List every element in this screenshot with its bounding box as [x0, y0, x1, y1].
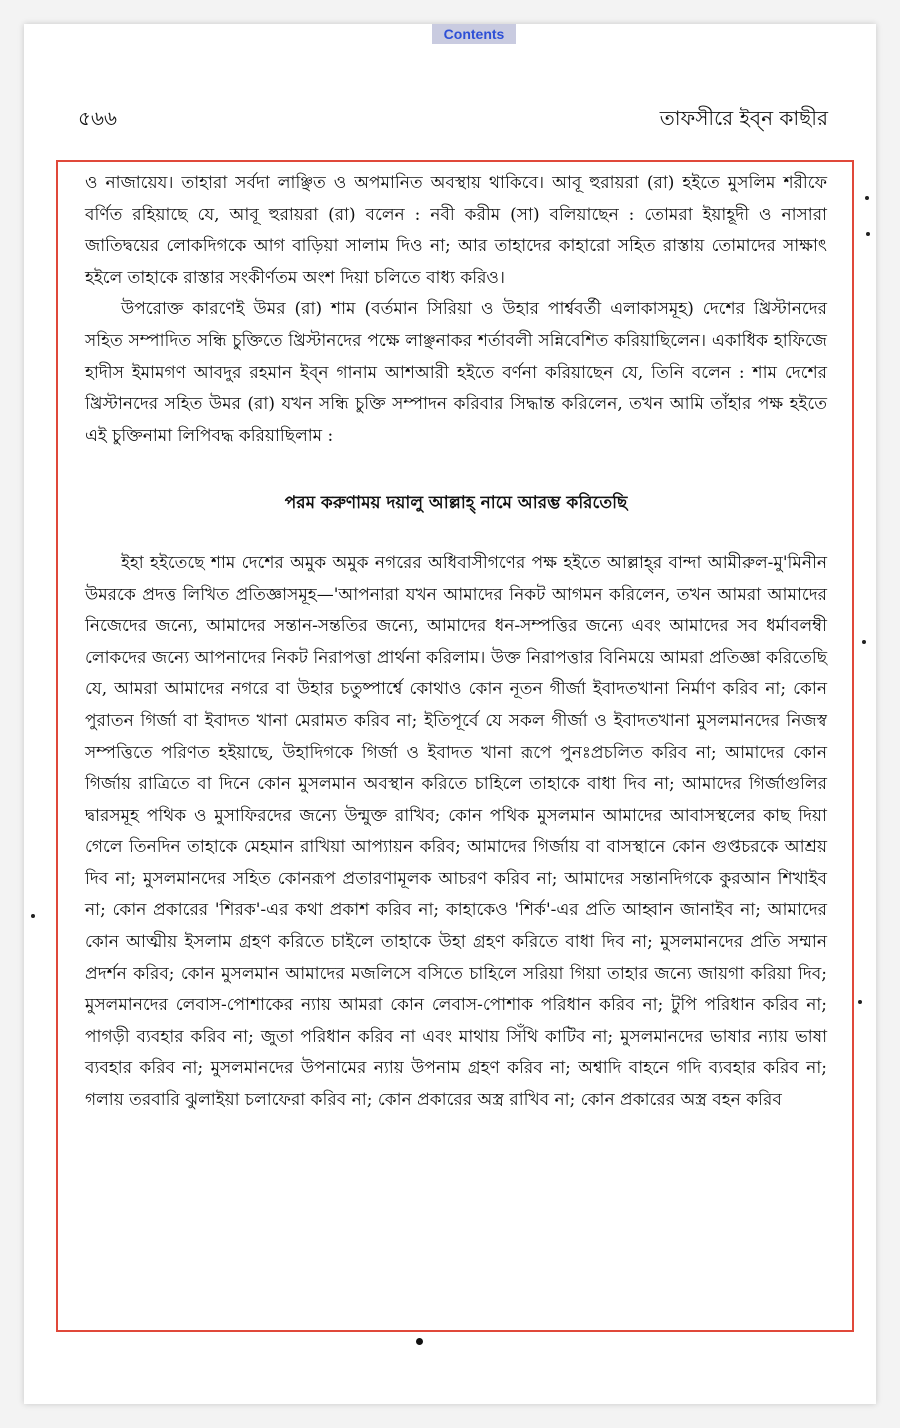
contents-button[interactable]: Contents — [432, 24, 516, 44]
scan-speck — [858, 1000, 862, 1004]
scan-speck — [866, 232, 870, 236]
scan-speck — [862, 640, 866, 644]
scan-speck — [31, 914, 35, 918]
paragraph-3: ইহা হইতেছে শাম দেশের অমুক অমুক নগরের অধিবাসীগণের পক্ষ হইতে আল্লাহ্‌র বান্দা আমীরুল-মু'মিনীন উমরকে প্রদত্ত লিখিত প্রতিজ্ঞাসমূহ—'আপনারা যখন আমাদের নিকট আগমন করিলেন, তখন আমরা আমাদের নিজেদের জন্যে, আমাদের সন্তান-সন্ততির জন্যে, আমাদের ধন-সম্পত্তির জন্যে এবং আমাদের সব ধর্মাবলম্বী লোকদের জন্যে আপনাদের নিকট নিরাপত্তা প্রার্থনা করিলাম। উক্ত নিরাপত্তার বিনিময়ে আমরা প্রতিজ্ঞা করিতেছি যে, আমরা আমাদের নগরে বা উহার চতুষ্পার্শ্বে কোথাও কোন নূতন গীর্জা ইবাদতখানা নির্মাণ করিব না; কোন পুরাতন গির্জা বা ইবাদত খানা মেরামত করিব না; ইতিপূর্বে যে সকল গীর্জা ও ইবাদতখানা মুসলমানদের নিজস্ব সম্পত্তিতে পরিণত হইয়াছে, উহাদিগকে গির্জা ও ইবাদত খানা রূপে পুনঃপ্রচলিত করিব না; আমাদের কোন গির্জায় রাত্রিতে বা দিনে কোন মুসলমান অবস্থান করিতে চাহিলে তাহাকে বাধা দিব না; আমাদের গির্জাগুলির দ্বারসমূহ পথিক ও মুসাফিরদের জন্যে উন্মুক্ত রাখিব; কোন পথিক মুসলমান আমাদের আবাসস্থলের কাছ দিয়া গেলে তিনদিন তাহাকে মেহমান রাখিয়া আপ্যায়ন করিব; আমাদের গির্জায় বা বাসস্থানে কোন গুপ্তচরকে আশ্রয় দিব না; মুসলমানদের সহিত কোনরূপ প্রতারণামূলক আচরণ করিব না; আমাদের সন্তানদিগকে কুরআন শিখাইব না; কোন প্রকারের 'শিরক'-এর কথা প্রকাশ করিব না; কাহাকেও 'শির্ক'-এর প্রতি আহ্বান জানাইব না; আমাদের কোন আত্মীয় ইসলাম গ্রহণ করিতে চাইলে তাহাকে উহা গ্রহণ করিতে বাধা দিব না; মুসলমানদের প্রতি সম্মান প্রদর্শন করিব; কোন মুসলমান আমাদের মজলিসে বসিতে চাহিলে সরিয়া গিয়া তাহার জন্যে জায়গা করিয়া দিব; মুসলমানদের লেবাস-পোশাকের ন্যায় আমরা কোন লেবাস-পোশাক পরিধান করিব না; টুপি পরিধান করিব না; পাগড়ী ব্যবহার করিব না; জুতা পরিধান করিব না এবং মাথায় সিঁথি কাটিব না; মুসলমানদের ভাষার ন্যায় ভাষা ব্যবহার করিব না; মুসলমানদের উপনামের ন্যায় উপনাম গ্রহণ করিব না; অশ্বাদি বাহনে গদি ব্যবহার করিব না; গলায় তরবারি ঝুলাইয়া চলাফেরা করিব না; কোন প্রকারের অস্ত্র রাখিব না; কোন প্রকারের অস্ত্র বহন করিব — [85, 552, 827, 1111]
bismillah-heading: পরম করুণাময় দয়ালু আল্লাহ্‌ নামে আরম্ভ করিতেছি — [284, 493, 628, 514]
scan-speck — [865, 196, 869, 200]
scan-mark — [416, 1338, 423, 1345]
page-body — [85, 168, 827, 1117]
running-title: তাফসীরে ইব্‌ন কাছীর — [659, 106, 828, 130]
paragraph-1: ও নাজায়েয। তাহারা সর্বদা লাঞ্ছিত ও অপমানিত অবস্থায় থাকিবে। আবূ হুরায়রা (রা) হইতে মুসলিম শরীফে বর্ণিত রহিয়াছে যে, আবূ হুরায়রা (রা) বলেন : নবী করীম (সা) বলিয়াছেন : তোমরা ইয়াহূদী ও নাসারা জাতিদ্বয়ের লোকদিগকে আগ বাড়িয়া সালাম দিও না; আর তাহাদের কাহারো সহিত রাস্তায় তোমাদের সাক্ষাৎ হইলে তাহাকে রাস্তার সংকীর্ণতম অংশ দিয়া চলিতে বাধ্য করিও। — [85, 173, 827, 288]
page-number: ৫৬৬ — [78, 106, 117, 130]
paragraph-2: উপরোক্ত কারণেই উমর (রা) শাম (বর্তমান সিরিয়া ও উহার পার্শ্ববর্তী এলাকাসমূহ) দেশের খ্রিস্টানদের সহিত সম্পাদিত সন্ধি চুক্তিতে খ্রিস্টানদের পক্ষে লাঞ্ছনাকর শর্তাবলী সন্নিবেশিত করিয়াছিলেন। একাধিক হাফিজে হাদীস ইমামগণ আবদুর রহমান ইব্‌ন গানাম আশআরী হইতে বর্ণনা করিয়াছেন যে, তিনি বলেন : শাম দেশের খ্রিস্টানদের সহিত উমর (রা) যখন সন্ধি চুক্তি সম্পাদন করিবার সিদ্ধান্ত করিলেন, তখন আমি তাঁহার পক্ষ হইতে এই চুক্তিনামা লিপিবদ্ধ করিয়াছিলাম : — [85, 299, 827, 446]
